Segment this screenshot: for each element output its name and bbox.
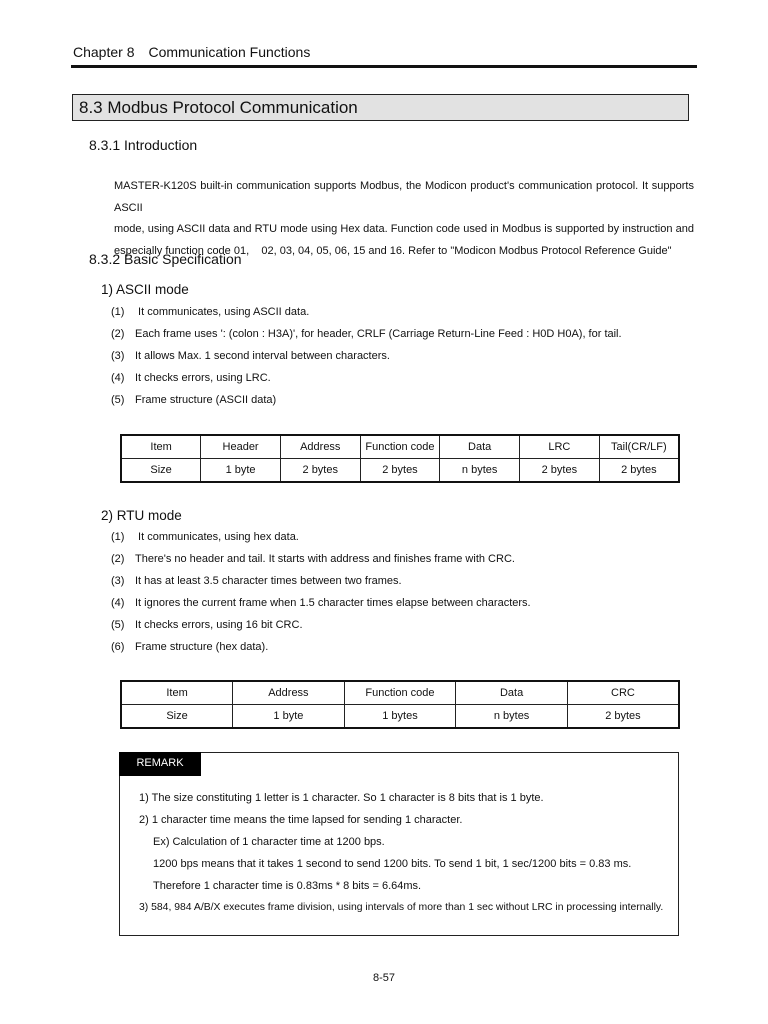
table-cell: Data [456,681,568,705]
ascii-frame-table [120,434,680,483]
table-cell: Size [121,705,233,729]
table-cell: 2 bytes [599,459,679,483]
table-cell: Size [121,459,201,483]
table-header-row [121,681,679,705]
table-cell: 2 bytes [280,459,360,483]
intro-heading: 8.3.1 Introduction [89,137,198,153]
table-cell: 1 byte [201,459,281,483]
header-rule [71,65,697,68]
remark-line: Ex) Calculation of 1 character time at 1200 bps. [153,836,385,848]
list-item: (2) There's no header and tail. It starts with address and finishes frame with CRC. [111,553,515,565]
list-item: (5) It checks errors, using 16 bit CRC. [111,619,303,631]
list-item: (4) It ignores the current frame when 1.5 character times elapse between characters. [111,597,531,609]
section-title: 8.3 Modbus Protocol Communication [72,94,689,121]
list-item: (3) It allows Max. 1 second interval between characters. [111,350,390,362]
list-item: (1) It communicates, using hex data. [111,531,299,543]
table-cell: 2 bytes [360,459,440,483]
table-cell: 1 bytes [344,705,456,729]
table-cell: Header [201,435,281,459]
spec-heading: 8.3.2 Basic Specification [89,251,242,267]
table-cell: Data [440,435,520,459]
table-cell: Item [121,435,201,459]
remark-line: 2) 1 character time means the time lapsed for sending 1 character. [139,814,463,826]
list-item: (6) Frame structure (hex data). [111,641,269,653]
chapter-title: Communication Functions [148,44,311,60]
table-cell: n bytes [440,459,520,483]
table-cell: n bytes [456,705,568,729]
rtu-frame-table [120,680,680,729]
table-row [121,459,679,483]
table-cell: CRC [567,681,679,705]
ascii-heading: 1) ASCII mode [101,282,189,297]
table-cell: Address [233,681,345,705]
remark-label: REMARK [119,752,201,776]
intro-line-1: MASTER-K120S built-in communication supports Modbus, the Modicon product's communication protocol. It supports ASCII [114,180,694,214]
table-cell: Address [280,435,360,459]
remark-line: 1200 bps means that it takes 1 second to send 1200 bits. To send 1 bit, 1 sec/1200 bits = 0.83 ms. [153,858,632,870]
table-header-row [121,435,679,459]
page-number: 8-57 [372,972,396,984]
rtu-heading: 2) RTU mode [101,508,182,523]
table-cell: Item [121,681,233,705]
remark-line: Therefore 1 character time is 0.83ms * 8 bits = 6.64ms. [153,880,422,892]
table-cell: Tail(CR/LF) [599,435,679,459]
intro-line-2: mode, using ASCII data and RTU mode using Hex data. Function code used in Modbus is supported by instruction and [114,223,694,235]
chapter-header [73,44,310,60]
table-cell: Function code [344,681,456,705]
list-item: (2) Each frame uses ': (colon : H3A)', for header, CRLF (Carriage Return-Line Feed : H0D H0A), for tail. [111,328,622,340]
remark-line: 1) The size constituting 1 letter is 1 character. So 1 character is 8 bits that is 1 byte. [139,792,544,804]
table-row [121,705,679,729]
table-cell: 2 bytes [567,705,679,729]
intro-line-3: especially function code 01, 02, 03, 04, 05, 06, 15 and 16. Refer to "Modicon Modbus Protocol Reference Guide" [114,244,672,257]
table-cell: 1 byte [233,705,345,729]
list-item: (5) Frame structure (ASCII data) [111,394,277,406]
intro-paragraph [114,176,694,262]
table-cell: 2 bytes [520,459,600,483]
list-item: (3) It has at least 3.5 character times between two frames. [111,575,402,587]
list-item: (4) It checks errors, using LRC. [111,372,271,384]
remark-line: 3) 584, 984 A/B/X executes frame division, using intervals of more than 1 sec without LRC in processing internally. [139,902,664,913]
list-item: (1) It communicates, using ASCII data. [111,306,310,318]
table-cell: LRC [520,435,600,459]
table-cell: Function code [360,435,440,459]
chapter-number: Chapter 8 [73,44,135,60]
